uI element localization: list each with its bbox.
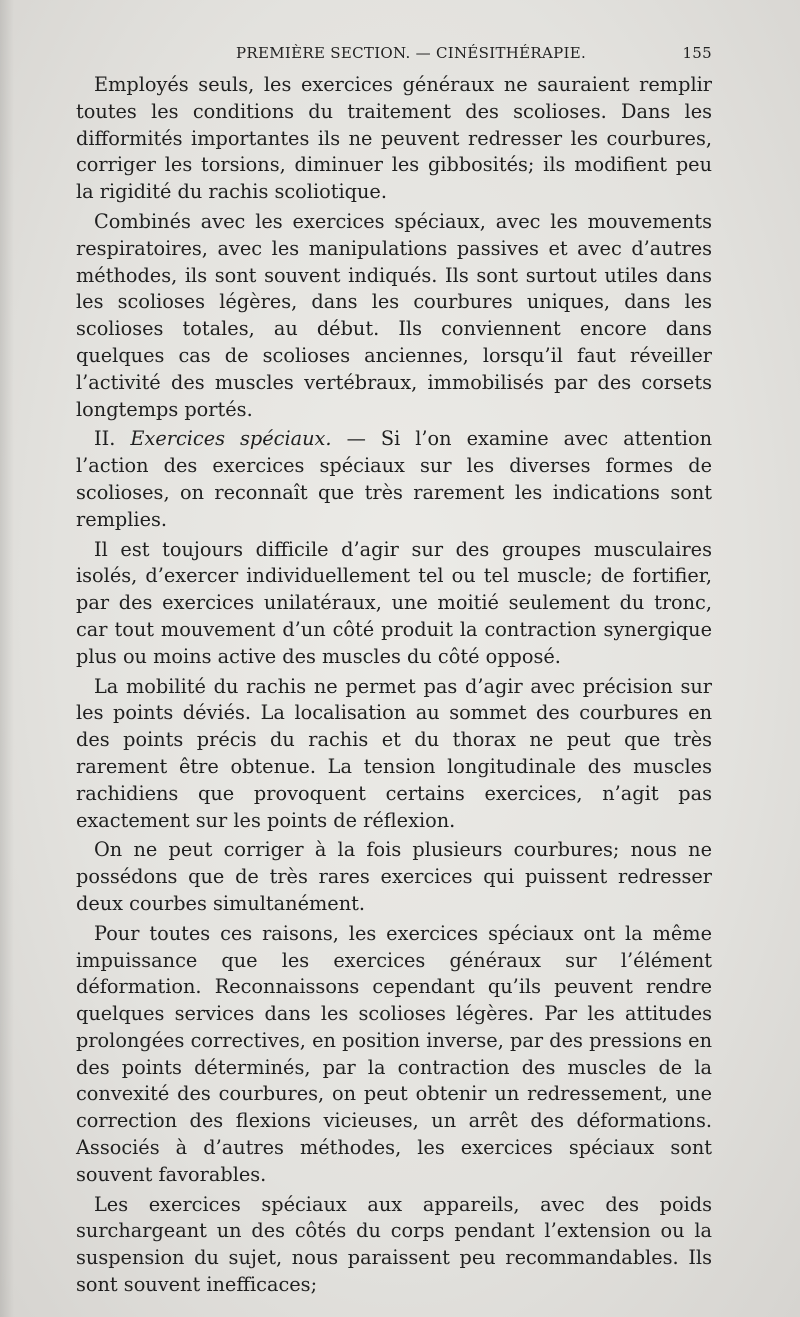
section-heading: Exercices spéciaux. — [130, 427, 332, 451]
paragraph: Les exercices spéciaux aux appareils, avec des poids surchargeant un des côtés du corps pendant l’extension ou la suspension du sujet, nous paraissent peu recommandables. Ils sont souvent inefficaces; — [76, 1192, 712, 1297]
body-text — [76, 72, 712, 1302]
paragraph: Pour toutes ces raisons, les exercices spéciaux ont la même impuissance que les exercices généraux sur l’élément déformation. Reconnaissons cependant qu’ils peuvent rendre quelques services dans les scolioses légères. Par les attitudes prolongées correctives, en position inverse, par des pressions en des points déterminés, par la contraction des muscles de la convexité des courbures, on peut obtenir un redressement, une correction des flexions vicieuses, un arrêt des déformations. Associés à d’autres méthodes, les exercices spéciaux sont souvent favorables. — [76, 921, 712, 1186]
section-number: II. — [94, 427, 131, 451]
paragraph: Il est toujours difficile d’agir sur des groupes musculaires isolés, d’exercer individuellement tel ou tel muscle; de fortifier, par des exercices unilatéraux, une moitié seulement du tronc, car tout mouvement d’un côté produit la contraction synergique plus ou moins active des muscles du côté opposé. — [76, 537, 712, 668]
section-title: PREMIÈRE SECTION. — CINÉSITHÉRAPIE. — [236, 44, 587, 62]
paragraph — [76, 426, 712, 533]
paragraph: Employés seuls, les exercices généraux ne sauraient remplir toutes les conditions du traitement des scolioses. Dans les difformités importantes ils ne peuvent redresser les courbures, corriger les torsions, diminuer les gibbosités; ils modifient peu la rigidité du rachis scoliotique. — [76, 73, 712, 204]
page-number: 155 — [682, 44, 712, 62]
paragraph-text: — Si l’on examine avec attention l’action des exercices spéciaux sur les diverses formes de scolioses, on reconnaît que très rarement les indications sont remplies. — [76, 427, 712, 531]
paragraph: Combinés avec les exercices spéciaux, avec les mouvements respiratoires, avec les manipulations passives et avec d’autres méthodes, ils sont souvent indiqués. Ils sont surtout utiles dans les scolioses légères, dans les courbures uniques, dans les scolioses totales, au début. Ils conviennent encore dans quelques cas de scolioses anciennes, lorsqu’il faut réveiller l’activité des muscles vertébraux, immobilisés par des corsets longtemps portés. — [76, 209, 712, 421]
running-header — [76, 44, 712, 68]
paragraph: On ne peut corriger à la fois plusieurs courbures; nous ne possédons que de très rares exercices qui puissent redresser deux courbes simultanément. — [76, 838, 712, 915]
page-edge-shadow — [0, 0, 14, 1317]
paragraph: La mobilité du rachis ne permet pas d’agir avec précision sur les points déviés. La localisation au sommet des courbures en des points précis du rachis et du thorax ne peut que très rarement être obtenue. La tension longitudinale des muscles rachidiens que provoquent certains exercices, n’agit pas exactement sur les points de réflexion. — [76, 674, 712, 832]
